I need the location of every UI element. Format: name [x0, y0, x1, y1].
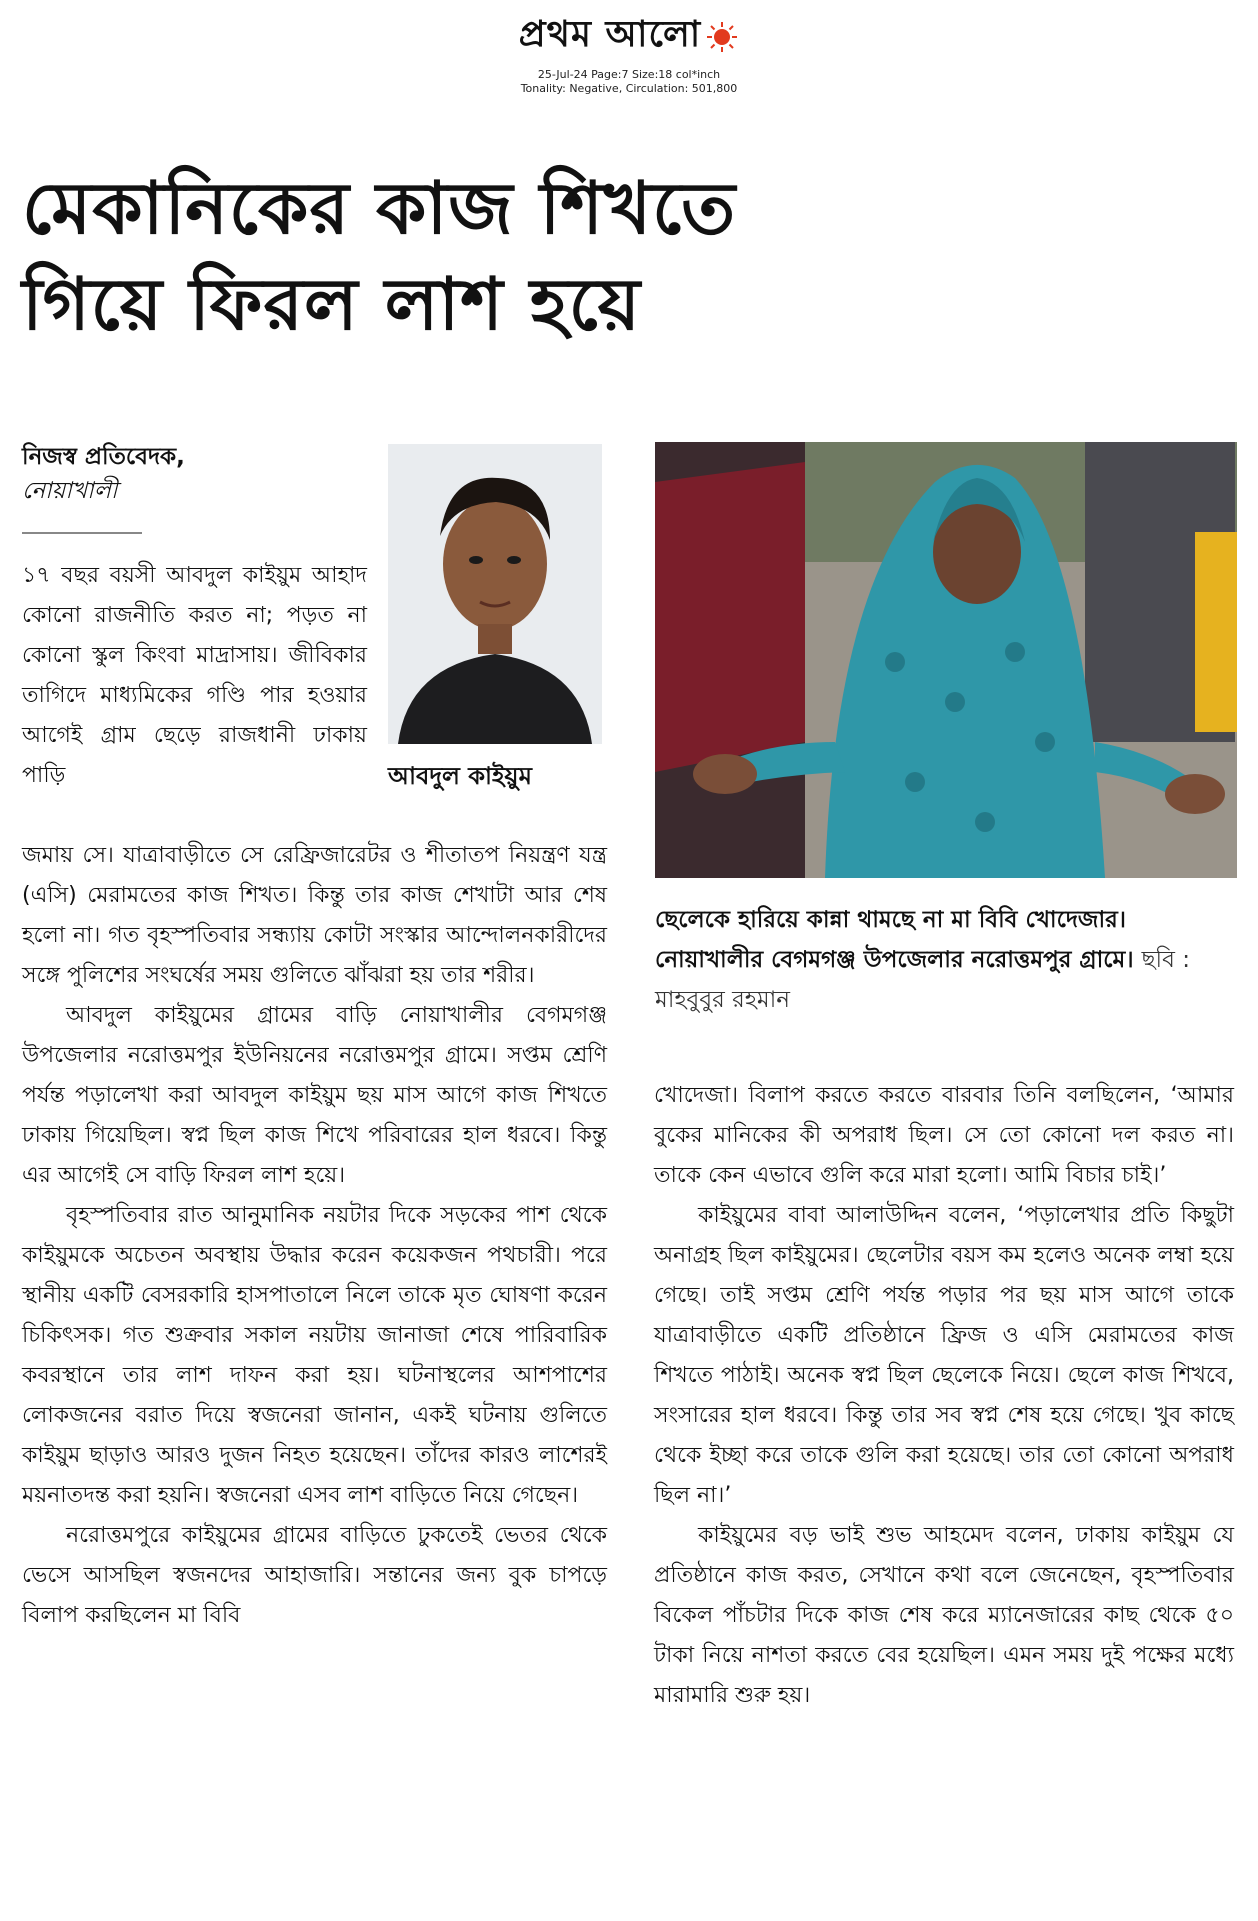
- headline-line-2: গিয়ে ফিরল লাশ হয়ে: [22, 262, 642, 346]
- sun-icon: [705, 20, 739, 54]
- byline-location: নোয়াখালী: [22, 478, 118, 504]
- masthead: [0, 8, 1258, 96]
- paragraph-4: নরোত্তমপুরে কাইয়ুমের গ্রামের বাড়িতে ঢুকতেই ভেতর থেকে ভেসে আসছিল স্বজনদের আহাজারি। সন্তানের জন্য বুক চাপড়ে বিলাপ করছিলেন মা বিবি: [22, 1523, 607, 1628]
- paragraph-right-3: কাইয়ুমের বড় ভাই শুভ আহমেদ বলেন, ঢাকায় কাইয়ুম যে প্রতিষ্ঠানে কাজ করত, সেখানে কথা বলে জেনেছেন, বৃহস্পতিবার বিকেল পাঁচটার দিকে কাজ শেষ করে ম্যানেজারের কাছ থেকে ৫০ টাকা নিয়ে নাশতা করতে বের হয়েছিল। এমন সময় দুই পক্ষের মধ্যে মারামারি শুরু হয়।: [654, 1523, 1234, 1708]
- clipping-meta: [0, 68, 1258, 96]
- mother-caption-text: ছেলেকে হারিয়ে কান্না থামছে না মা বিবি খোদেজার। নোয়াখালীর বেগমগঞ্জ উপজেলার নরোত্তমপুর গ্রামে।: [655, 907, 1134, 973]
- logo-text: প্রথম আলো: [518, 14, 702, 55]
- mother-grieving-photo: [655, 442, 1237, 878]
- paragraph-3: বৃহস্পতিবার রাত আনুমানিক নয়টার দিকে সড়কের পাশ থেকে কাইয়ুমকে অচেতন অবস্থায় উদ্ধার করেন কয়েকজন পথচারী। পরে স্থানীয় একটি বেসরকারি হাসপাতালে নিলে তাকে মৃত ঘোষণা করেন চিকিৎসক। গত শুক্রবার সকাল নয়টায় জানাজা শেষে পারিবারিক কবরস্থানে তার লাশ দাফন করা হয়। ঘটনাস্থলের আশপাশের লোকজনের বরাত দিয়ে স্বজনেরা জানান, একই ঘটনায় গুলিতে কাইয়ুম ছাড়াও আরও দুজন নিহত হয়েছেন। তাঁদের কারও লাশেরই ময়নাতদন্ত করা হয়নি। স্বজনেরা এসব লাশ বাড়িতে নিয়ে গেছেন।: [22, 1203, 607, 1508]
- article-column-left-top: [22, 556, 367, 796]
- article-column-left: [22, 836, 607, 1636]
- headline-line-1: মেকানিকের কাজ শিখতে: [22, 166, 737, 250]
- paragraph-right-1: খোদেজা। বিলাপ করতে করতে বারবার তিনি বলছিলেন, ‘আমার বুকের মানিকের কী অপরাধ ছিল। সে তো কোনো দল করত না। তাকে কেন এভাবে গুলি করে মারা হলো। আমি বিচার চাই।’: [654, 1083, 1234, 1188]
- newspaper-logo: [519, 8, 739, 66]
- photo-credit: ছবি : মাহবুবুর রহমান: [655, 947, 1190, 1013]
- boy-portrait-photo: [388, 444, 602, 744]
- paragraph-2: আবদুল কাইয়ুমের গ্রামের বাড়ি নোয়াখালীর বেগমগঞ্জ উপজেলার নরোত্তমপুর ইউনিয়নের নরোত্তমপুর গ্রামে। সপ্তম শ্রেণি পর্যন্ত পড়ালেখা করা আবদুল কাইয়ুম ছয় মাস আগে কাজ শিখতে ঢাকায় গিয়েছিল। স্বপ্ন ছিল কাজ শিখে পরিবারের হাল ধরবে। কিন্তু এর আগেই সে বাড়ি ফিরল লাশ হয়ে।: [22, 1003, 607, 1188]
- article-column-right: [654, 1076, 1234, 1716]
- byline-reporter: নিজস্ব প্রতিবেদক,: [22, 444, 185, 470]
- paragraph-1-continued: জমায় সে। যাত্রাবাড়ীতে সে রেফ্রিজারেটর ও শীতাতপ নিয়ন্ত্রণ যন্ত্র (এসি) মেরামতের কাজ শিখত। কিন্তু তার কাজ শেখাটা আর শেষ হলো না। গত বৃহস্পতিবার সন্ধ্যায় কোটা সংস্কার আন্দোলনকারীদের সঙ্গে পুলিশের সংঘর্ষের সময় গুলিতে ঝাঁঝরা হয় তার শরীর।: [22, 843, 607, 988]
- boy-photo-caption: আবদুল কাইয়ুম: [388, 762, 532, 790]
- byline: [22, 440, 185, 508]
- headline: [22, 160, 1122, 352]
- meta-tonality: Tonality: Negative, Circulation: 501,800: [520, 82, 738, 95]
- meta-date-page: 25-Jul-24 Page:7 Size:18 col*inch: [537, 68, 721, 81]
- byline-divider: [22, 532, 142, 534]
- paragraph-1-start: ১৭ বছর বয়সী আবদুল কাইয়ুম আহাদ কোনো রাজনীতি করত না; পড়ত না কোনো স্কুল কিংবা মাদ্রাসায়। জীবিকার তাগিদে মাধ্যমিকের গণ্ডি পার হওয়ার আগেই গ্রাম ছেড়ে রাজধানী ঢাকায় পাড়ি: [22, 563, 367, 788]
- paragraph-right-2: কাইয়ুমের বাবা আলাউদ্দিন বলেন, ‘পড়ালেখার প্রতি কিছুটা অনাগ্রহ ছিল কাইয়ুমের। ছেলেটার বয়স কম হলেও অনেক লম্বা হয়ে গেছে। তাই সপ্তম শ্রেণি পর্যন্ত পড়ার পর ছয় মাস আগে তাকে যাত্রাবাড়ীতে একটি প্রতিষ্ঠানে ফ্রিজ ও এসি মেরামতের কাজ শিখতে পাঠাই। অনেক স্বপ্ন ছিল ছেলেকে নিয়ে। ছেলে কাজ শিখবে, সংসারের হাল ধরবে। কিন্তু তার সব স্বপ্ন শেষ হয়ে গেছে। খুব কাছে থেকে ইচ্ছা করে তাকে গুলি করা হয়েছে। তার তো কোনো অপরাধ ছিল না।’: [654, 1203, 1234, 1508]
- mother-photo-caption: [655, 900, 1215, 1020]
